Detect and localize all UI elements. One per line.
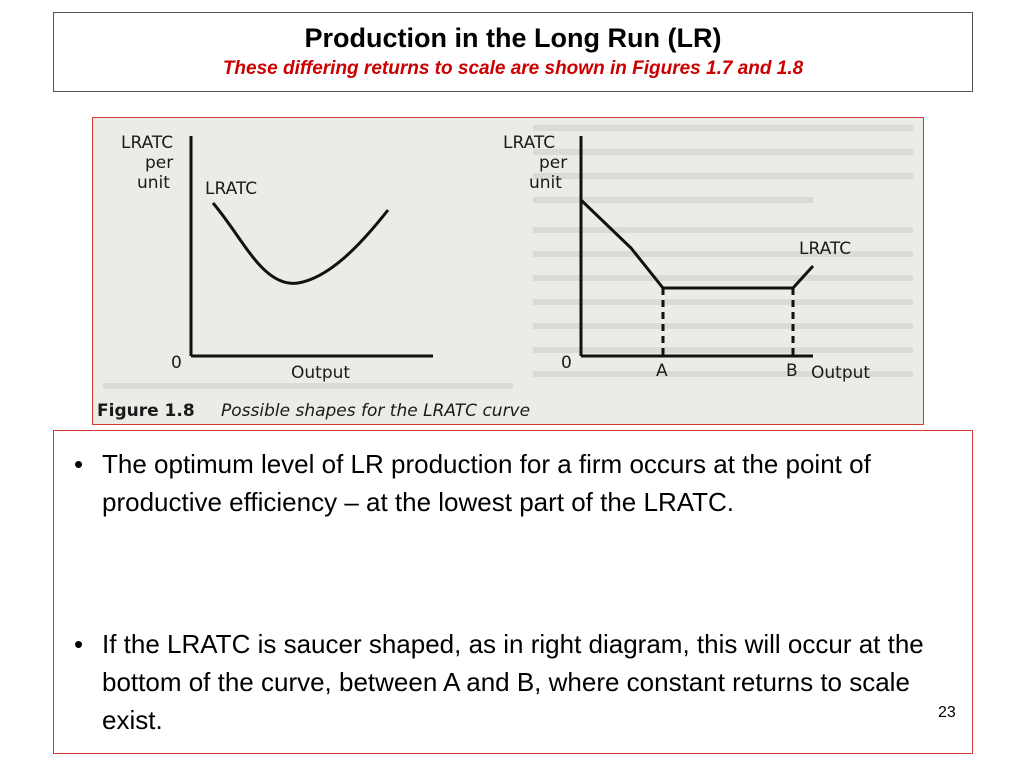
left-axis-label-2: per bbox=[145, 153, 174, 173]
tick-label-a: A bbox=[656, 361, 668, 381]
right-x-label: Output bbox=[811, 363, 871, 383]
right-curve-label: LRATC bbox=[799, 239, 852, 259]
left-x-label: Output bbox=[291, 363, 351, 383]
title-box bbox=[53, 12, 973, 92]
right-lratc-curve bbox=[581, 200, 813, 288]
tick-label-b: B bbox=[786, 361, 798, 381]
lratc-figure bbox=[93, 118, 923, 424]
bullet-symbol: • bbox=[74, 629, 84, 659]
left-origin-label: 0 bbox=[171, 353, 182, 373]
left-axis-label-3: unit bbox=[137, 173, 170, 193]
right-axis-label-2: per bbox=[539, 153, 568, 173]
bullet-text: The optimum level of LR production for a firm occurs at the point of productive efficiency – at the lowest part of the LRATC. bbox=[102, 449, 871, 517]
bullet-text: If the LRATC is saucer shaped, as in right diagram, this will occur at the bottom of the curve, between A and B, where constant returns to scale exist. bbox=[102, 629, 924, 735]
bullets-box bbox=[53, 430, 973, 754]
bullet-symbol: • bbox=[74, 449, 84, 479]
slide-number: 23 bbox=[938, 704, 956, 721]
right-origin-label: 0 bbox=[561, 353, 572, 373]
left-curve-label: LRATC bbox=[205, 179, 258, 199]
slide-subtitle: These differing returns to scale are shown in Figures 1.7 and 1.8 bbox=[222, 58, 804, 79]
figure-caption-label: Figure 1.8 bbox=[97, 401, 195, 421]
right-axis-label-3: unit bbox=[529, 173, 562, 193]
right-diagram bbox=[503, 133, 870, 383]
bullet-item bbox=[74, 625, 944, 739]
slide-title: Production in the Long Run (LR) bbox=[304, 23, 722, 53]
background-texture bbox=[103, 128, 913, 386]
right-axis-label-1: LRATC bbox=[503, 133, 556, 153]
figure-image bbox=[92, 117, 924, 425]
bullet-item bbox=[74, 445, 944, 521]
figure-caption-text: Possible shapes for the LRATC curve bbox=[221, 401, 531, 421]
left-lratc-curve bbox=[213, 203, 388, 283]
left-diagram bbox=[121, 133, 433, 383]
left-axis-label-1: LRATC bbox=[121, 133, 174, 153]
